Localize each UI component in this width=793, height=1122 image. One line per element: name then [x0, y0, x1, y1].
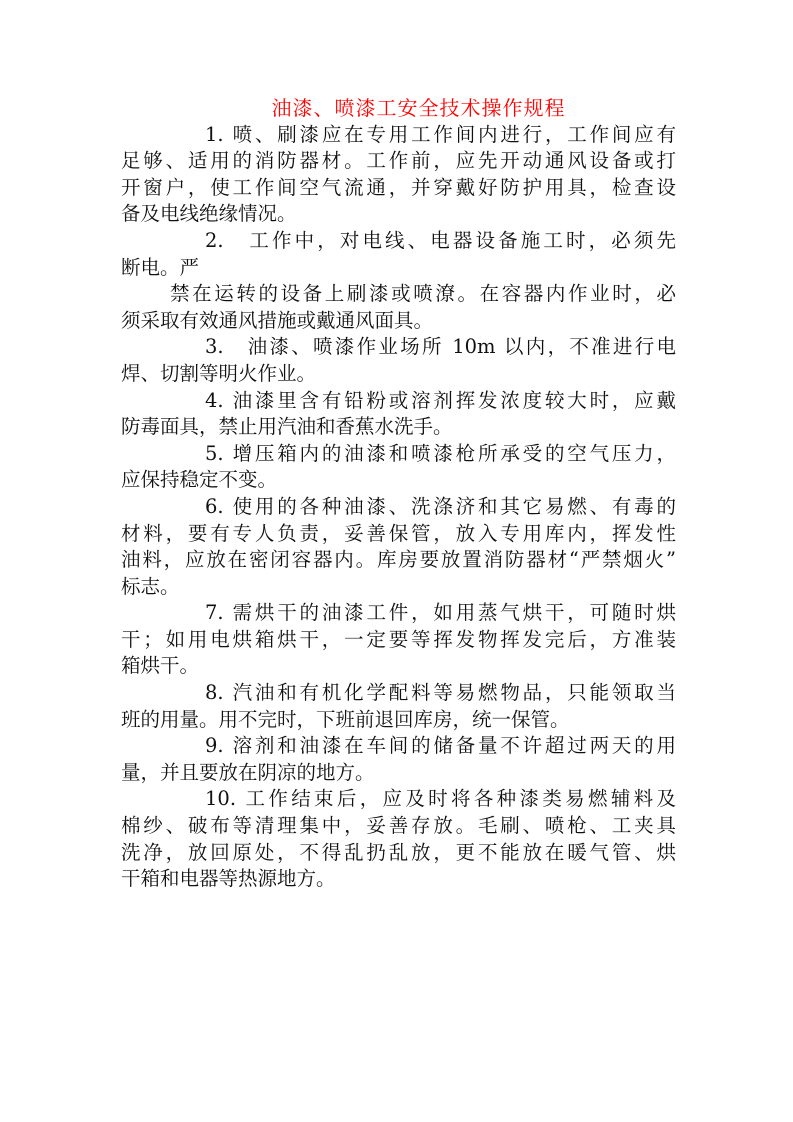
- document-title: 油漆、喷漆工安全技术操作规程: [271, 96, 566, 120]
- text-line: 1. 喷、刷漆应在专用工作间内进行，工作间应有: [205, 122, 676, 146]
- paragraph-9: [121, 680, 676, 733]
- text-line: 班的用量。用不完时，下班前退回库房，统一保管。: [121, 707, 570, 731]
- text-line: 备及电线绝缘情况。: [121, 202, 297, 226]
- paragraph-2: [121, 228, 676, 281]
- text-line: 干箱和电器等热源地方。: [121, 867, 336, 891]
- paragraph-5: [121, 388, 676, 441]
- text-line: 棉纱、破布等清理集中，妥善存放。毛刷、喷枪、工夹具: [121, 814, 676, 838]
- text-line: 断电。严: [121, 255, 200, 279]
- text-line: 4. 油漆里含有铅粉或溶剂挥发浓度较大时，应戴: [205, 388, 676, 412]
- text-line: 5. 增压箱内的油漆和喷漆枪所承受的空气压力，: [205, 441, 676, 465]
- text-line: 材料，要有专人负责，妥善保管，放入专用库内，挥发性: [121, 521, 676, 545]
- paragraph-6: [121, 441, 676, 494]
- text-line: 量，并且要放在阴凉的地方。: [121, 760, 375, 784]
- document-body: [121, 122, 676, 893]
- paragraph-1: [121, 122, 676, 228]
- paragraph-8: [121, 600, 676, 680]
- paragraph-10: [121, 733, 676, 786]
- paragraph-3: [121, 281, 676, 334]
- paragraph-11: [121, 786, 676, 892]
- text-line: 应保持稳定不变。: [121, 468, 278, 492]
- text-line: 7. 需烘干的油漆工件，如用蒸气烘干，可随时烘: [205, 601, 676, 625]
- text-line: 6. 使用的各种油漆、洗涤济和其它易燃、有毒的: [205, 494, 676, 518]
- paragraph-4: [121, 334, 676, 387]
- paragraph-7: [121, 494, 676, 600]
- text-line: 足够、适用的消防器材。工作前，应先开动通风设备或打: [121, 149, 676, 173]
- text-line: 焊、切割等明火作业。: [121, 361, 317, 385]
- text-line: 3. 油漆、喷漆作业场所 10m 以内，不准进行电: [205, 335, 676, 359]
- text-line: 干；如用电烘箱烘干，一定要等挥发物挥发完后，方准装: [121, 627, 676, 651]
- text-line: 2. 工作中，对电线、电器设备施工时，必须先: [205, 228, 676, 252]
- text-line: 8. 汽油和有机化学配料等易燃物品，只能领取当: [205, 681, 676, 705]
- text-line: 10. 工作结束后，应及时将各种漆类易燃辅料及: [205, 787, 676, 811]
- text-line: 开窗户，使工作间空气流通，并穿戴好防护用具，检查设: [121, 175, 676, 199]
- text-line: 禁在运转的设备上刷漆或喷潦。在容器内作业时，必: [170, 282, 676, 306]
- text-line: 油料，应放在密闭容器内。库房要放置消防器材“严禁烟火”: [121, 548, 676, 572]
- text-line: 洗净，放回原处，不得乱扔乱放，更不能放在暖气管、烘: [121, 840, 676, 864]
- text-line: 箱烘干。: [121, 654, 200, 678]
- text-line: 标志。: [121, 574, 180, 598]
- text-line: 须采取有效通风措施或戴通风面具。: [121, 308, 434, 332]
- document-page: [121, 95, 676, 893]
- text-line: 9. 溶剂和油漆在车间的储备量不许超过两天的用: [205, 734, 676, 758]
- text-line: 防毒面具，禁止用汽油和香蕉水洗手。: [121, 415, 453, 439]
